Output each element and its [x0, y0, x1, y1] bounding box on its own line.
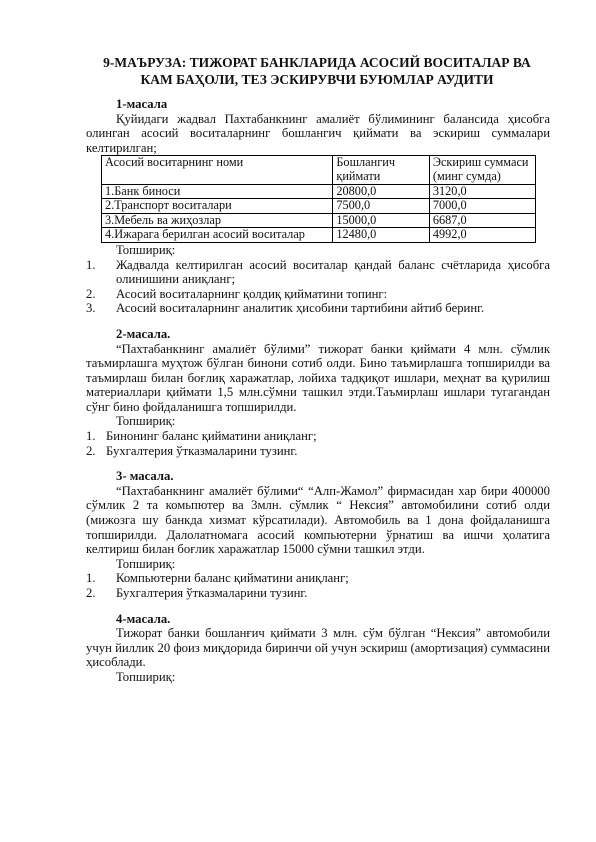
table-cell: 7500,0 [333, 199, 429, 214]
list-number: 1. [86, 429, 96, 444]
table-cell: 2.Транспорт воситалари [102, 199, 333, 214]
task-3-list [86, 571, 550, 600]
task-2 [86, 327, 550, 458]
task-4-assignment-label: Топшириқ: [116, 669, 176, 684]
task-2-assignment-label: Топшириқ: [116, 414, 176, 429]
list-item [86, 444, 550, 459]
table-cell: 1.Банк биноси [102, 184, 333, 199]
list-number: 3. [86, 301, 96, 316]
list-text: Компьютерни баланс қийматини аниқланг; [116, 571, 349, 586]
task-4-heading: 4-масала. [116, 611, 171, 626]
task-3-assignment-label: Топшириқ: [116, 556, 176, 571]
table-cell: 6687,0 [429, 213, 535, 228]
task-2-list [86, 429, 550, 458]
table-cell: 15000,0 [333, 213, 429, 228]
table-cell: 3.Мебель ва жиҳозлар [102, 213, 333, 228]
list-item [86, 586, 550, 601]
list-item [86, 301, 550, 316]
table-cell: 3120,0 [429, 184, 535, 199]
task-1-list [86, 258, 550, 316]
table-header-cell: Бошлангич қиймати [333, 156, 429, 184]
table-row [102, 228, 536, 243]
table-row [102, 213, 536, 228]
table-header-row [102, 156, 536, 184]
list-item [86, 287, 550, 302]
title-line-1: 9-МАЪРУЗА: ТИЖОРАТ БАНКЛАРИДА АСОСИЙ ВОСИТАЛАР ВА [103, 55, 531, 70]
task-1-assignment-label: Топшириқ: [116, 242, 176, 257]
table-cell: 12480,0 [333, 228, 429, 243]
task-1 [86, 97, 550, 316]
list-number: 1. [86, 257, 96, 272]
list-number: 1. [86, 571, 96, 586]
table-cell: 20800,0 [333, 184, 429, 199]
task-1-heading: 1-масала [116, 97, 168, 111]
task-2-text: “Пахтабанкнинг амалиёт бўлими” тижорат банки қиймати 4 млн. сўмлик таъмирлашга муҳтож бўлган бинони сотиб олди. Бино таъмирлашга топширилди ва таъмирлаш билан боғлиқ харажатлар, лойиха тадқиқот ишлари, меҳнат ва қурилиш материаллари қиймати 1,5 млн.сўмни ташкил этди.Таъмирлаш ишлари тугагандан сўнг бино фойдаланишга топширилди. [86, 341, 550, 414]
list-text: Бухгалтерия ўтказмаларини тузинг. [116, 586, 308, 600]
list-number: 2. [86, 586, 96, 600]
task-2-heading: 2-масала. [116, 326, 171, 341]
lecture-title [86, 54, 550, 88]
table-header-cell: Эскириш суммаси (минг сумда) [429, 156, 535, 184]
assets-table [101, 155, 536, 243]
list-text: Бинонинг баланс қийматини аниқланг; [106, 429, 317, 444]
table-cell: 4.Ижарага берилган асосий воситалар [102, 228, 333, 243]
task-4 [86, 612, 550, 685]
list-item [86, 571, 550, 586]
list-text: Жадвалда келтирилган асосий воситалар қандай баланс счётларида ҳисобга олинишини аниқланг; [116, 257, 550, 287]
table-header-cell: Асосий воситарнинг номи [102, 156, 333, 184]
task-4-text: Тижорат банки бошланғич қиймати 3 млн. сўм бўлган “Нексия” автомобили учун йиллик 20 фоиз миқдорида биринчи ой учун эскириш (амортизация) суммасини ҳисоблади. [86, 626, 550, 670]
table-row [102, 199, 536, 214]
task-3 [86, 469, 550, 600]
list-item [86, 429, 550, 444]
list-item [86, 258, 550, 287]
list-text: Асосий воситаларнинг аналитик ҳисобини тартибини айтиб беринг. [116, 301, 485, 316]
list-text: Бухгалтерия ўтказмаларини тузинг. [106, 443, 298, 458]
table-cell: 4992,0 [429, 228, 535, 243]
table-cell: 7000,0 [429, 199, 535, 214]
list-number: 2. [86, 286, 96, 301]
document-page [86, 54, 550, 685]
list-number: 2. [86, 443, 96, 458]
table-row [102, 184, 536, 199]
task-3-text: “Пахтабанкнинг амалиёт бўлими“ “Алп-Жамол” фирмасидан хар бири 400000 сўмлик 2 та комьпютер ва 3млн. сўмлик “ Нексия” автомобилини сотиб олди (мижозга шу банкда хизмат кўрсатилади). Автомобиль ва 1 дона фойдаланишга топширилди. Далолатномага асосий компьютерни ўрнатиш ва ишчи ҳолатига келтириш билан боғлик харажатлар 15000 сўмни ташкил этди. [86, 483, 550, 557]
title-line-2: КАМ БАҲОЛИ, ТЕЗ ЭСКИРУВЧИ БУЮМЛАР АУДИТИ [140, 72, 494, 87]
list-text: Асосий воситаларнинг қолдиқ қийматини топинг: [116, 286, 388, 301]
task-1-text: Қуйидаги жадвал Пахтабанкнинг амалиёт бўлимининг балансида ҳисобга олинган асосий воситаларнинг бошлангич қиймати ва эскириш суммалари келтирилган; [86, 111, 550, 155]
task-3-heading: 3- масала. [116, 469, 174, 484]
